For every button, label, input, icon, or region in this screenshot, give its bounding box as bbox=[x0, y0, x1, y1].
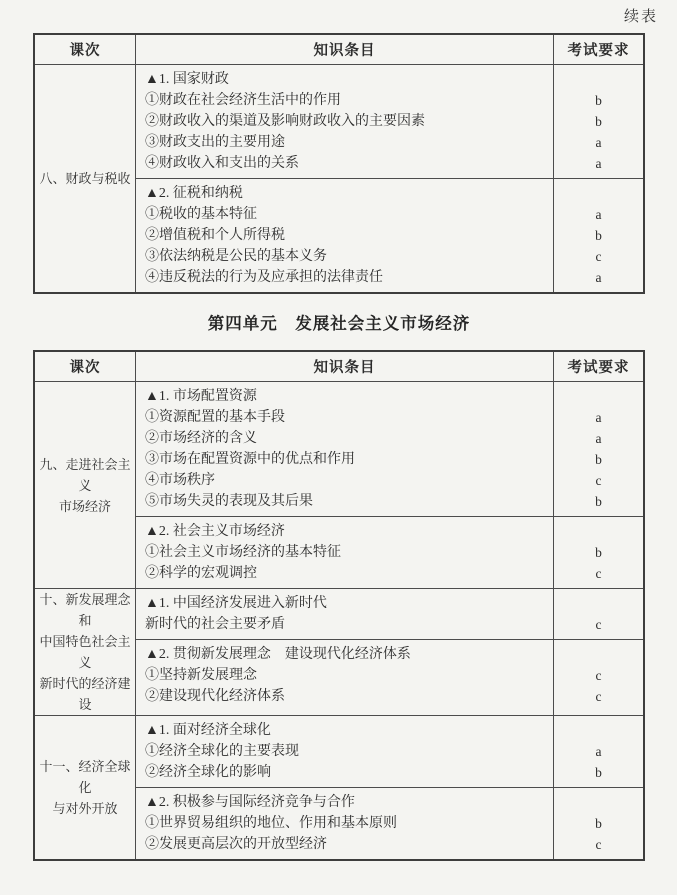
lesson-row-8 bbox=[35, 65, 643, 292]
requirement-level bbox=[554, 183, 643, 204]
knowledge-item bbox=[135, 153, 643, 174]
lesson-row-11 bbox=[35, 716, 643, 859]
block-title-row bbox=[135, 69, 643, 90]
block-title-row bbox=[135, 593, 643, 614]
requirement-level bbox=[554, 593, 643, 614]
requirement-level: b bbox=[595, 816, 602, 831]
knowledge-item-text: ②财政收入的渠道及影响财政收入的主要因素 bbox=[145, 114, 425, 129]
requirement-level: a bbox=[595, 156, 602, 171]
block-title: ▲2. 社会主义市场经济 bbox=[145, 524, 285, 539]
lesson-title-line: 新时代的经济建设 bbox=[39, 676, 131, 712]
requirement-level: a bbox=[595, 135, 602, 150]
requirement-level: b bbox=[595, 228, 602, 243]
knowledge-block-1 bbox=[135, 65, 643, 179]
block-title-row bbox=[135, 386, 643, 407]
requirement-level: c bbox=[595, 617, 602, 632]
knowledge-item bbox=[135, 762, 643, 783]
lesson-row-9 bbox=[35, 382, 643, 589]
requirement-level bbox=[554, 386, 643, 407]
knowledge-blocks bbox=[135, 716, 643, 859]
requirement-level: c bbox=[595, 668, 602, 683]
exam-requirements-table-continued bbox=[33, 33, 645, 294]
knowledge-block-1 bbox=[135, 382, 643, 517]
knowledge-item-text: ①税收的基本特征 bbox=[145, 207, 257, 222]
lesson-title bbox=[35, 382, 135, 588]
knowledge-block-2 bbox=[135, 640, 643, 711]
block-title-row bbox=[135, 183, 643, 204]
knowledge-item-text: ④财政收入和支出的关系 bbox=[145, 156, 299, 171]
lesson-title-line: 九、走进社会主义 bbox=[39, 456, 131, 493]
requirement-level: c bbox=[595, 249, 602, 264]
lesson-row-10 bbox=[35, 589, 643, 716]
continued-table-label: 续表 bbox=[623, 9, 658, 25]
knowledge-item-text: ②科学的宏观调控 bbox=[145, 566, 257, 581]
requirement-level bbox=[554, 69, 643, 90]
knowledge-item-text: ③市场在配置资源中的优点和作用 bbox=[145, 452, 355, 467]
column-header-requirement: 考试要求 bbox=[567, 360, 630, 376]
knowledge-block-2 bbox=[135, 517, 643, 588]
knowledge-item bbox=[135, 132, 643, 153]
exam-requirements-table-unit4 bbox=[33, 350, 645, 861]
knowledge-item bbox=[135, 246, 643, 267]
requirement-level: b bbox=[595, 452, 602, 467]
requirement-level: c bbox=[595, 566, 602, 581]
knowledge-item-text: ①资源配置的基本手段 bbox=[145, 410, 285, 425]
block-title: ▲1. 中国经济发展进入新时代 bbox=[145, 596, 327, 611]
lesson-title-line: 十、新发展理念和 bbox=[39, 592, 131, 628]
requirement-level bbox=[554, 792, 643, 813]
block-title-row bbox=[135, 792, 643, 813]
knowledge-item bbox=[135, 449, 643, 470]
knowledge-item-text: ③财政支出的主要用途 bbox=[145, 135, 285, 150]
knowledge-block-2 bbox=[135, 179, 643, 292]
table-header-row bbox=[35, 35, 643, 65]
knowledge-item-text: ①坚持新发展理念 bbox=[145, 668, 257, 683]
lesson-title-line: 中国特色社会主义 bbox=[39, 634, 131, 670]
requirement-level: a bbox=[595, 744, 602, 759]
unit-heading: 第四单元 发展社会主义市场经济 bbox=[207, 314, 471, 333]
block-title: ▲2. 贯彻新发展理念 建设现代化经济体系 bbox=[145, 647, 411, 662]
table-header-row bbox=[35, 352, 643, 382]
knowledge-item bbox=[135, 267, 643, 288]
knowledge-item-text: ①世界贸易组织的地位、作用和基本原则 bbox=[145, 816, 397, 831]
requirement-level: c bbox=[595, 473, 602, 488]
lesson-title-line: 与对外开放 bbox=[52, 801, 118, 816]
knowledge-item-text: ④市场秩序 bbox=[145, 473, 215, 488]
knowledge-item bbox=[135, 90, 643, 111]
lesson-title-line: 八、财政与税收 bbox=[39, 171, 131, 186]
requirement-level bbox=[554, 644, 643, 665]
knowledge-item-text: ②市场经济的含义 bbox=[145, 431, 257, 446]
block-title-row bbox=[135, 521, 643, 542]
lesson-title-line: 市场经济 bbox=[58, 498, 111, 514]
requirement-level: b bbox=[595, 765, 602, 780]
knowledge-item bbox=[135, 741, 643, 762]
knowledge-item-text: 新时代的社会主要矛盾 bbox=[145, 617, 285, 632]
knowledge-item-text: ⑤市场失灵的表现及其后果 bbox=[145, 494, 313, 509]
lesson-title bbox=[35, 65, 135, 292]
block-title: ▲2. 征税和纳税 bbox=[145, 186, 243, 201]
knowledge-item bbox=[135, 542, 643, 563]
column-divider bbox=[135, 352, 136, 859]
block-title: ▲1. 国家财政 bbox=[145, 72, 229, 87]
knowledge-item bbox=[135, 686, 643, 707]
knowledge-item bbox=[135, 428, 643, 449]
knowledge-item-text: ④违反税法的行为及应承担的法律责任 bbox=[145, 270, 383, 285]
knowledge-item-text: ②经济全球化的影响 bbox=[145, 765, 271, 780]
column-divider bbox=[553, 352, 554, 859]
block-title-row bbox=[135, 644, 643, 665]
requirement-level: a bbox=[595, 431, 602, 446]
knowledge-item bbox=[135, 470, 643, 491]
knowledge-item bbox=[135, 563, 643, 584]
block-title: ▲1. 面对经济全球化 bbox=[145, 723, 271, 738]
column-header-lesson: 课次 bbox=[69, 43, 101, 59]
knowledge-blocks bbox=[135, 382, 643, 588]
knowledge-item-text: ②发展更高层次的开放型经济 bbox=[145, 837, 327, 852]
knowledge-item bbox=[135, 204, 643, 225]
requirement-level: b bbox=[595, 114, 602, 129]
requirement-level: a bbox=[595, 410, 602, 425]
knowledge-blocks bbox=[135, 589, 643, 715]
knowledge-item bbox=[135, 225, 643, 246]
knowledge-block-1 bbox=[135, 716, 643, 788]
knowledge-block-2 bbox=[135, 788, 643, 859]
column-divider bbox=[135, 35, 136, 292]
knowledge-item-text: ①经济全球化的主要表现 bbox=[145, 744, 299, 759]
column-header-lesson: 课次 bbox=[69, 360, 101, 376]
knowledge-item bbox=[135, 111, 643, 132]
knowledge-item-text: ②建设现代化经济体系 bbox=[145, 689, 285, 704]
column-header-knowledge: 知识条目 bbox=[313, 43, 376, 59]
requirement-level: b bbox=[595, 545, 602, 560]
requirement-level: a bbox=[595, 207, 602, 222]
requirement-level: a bbox=[595, 270, 602, 285]
knowledge-item-text: ①财政在社会经济生活中的作用 bbox=[145, 93, 341, 108]
knowledge-item-text: ③依法纳税是公民的基本义务 bbox=[145, 249, 327, 264]
knowledge-item bbox=[135, 407, 643, 428]
knowledge-blocks bbox=[135, 65, 643, 292]
requirement-level bbox=[554, 720, 643, 741]
knowledge-item-text: ②增值税和个人所得税 bbox=[145, 228, 285, 243]
knowledge-item bbox=[135, 834, 643, 855]
lesson-title bbox=[35, 589, 135, 715]
knowledge-item bbox=[135, 665, 643, 686]
knowledge-block-1 bbox=[135, 589, 643, 640]
requirement-level: c bbox=[595, 837, 602, 852]
column-header-requirement: 考试要求 bbox=[567, 43, 630, 59]
requirement-level: c bbox=[595, 689, 602, 704]
column-divider bbox=[553, 35, 554, 292]
block-title-row bbox=[135, 720, 643, 741]
requirement-level bbox=[554, 521, 643, 542]
lesson-title-line: 十一、经济全球化 bbox=[39, 759, 131, 795]
requirement-level: b bbox=[595, 494, 602, 509]
block-title: ▲1. 市场配置资源 bbox=[145, 389, 257, 404]
column-header-knowledge: 知识条目 bbox=[313, 360, 376, 376]
knowledge-item bbox=[135, 491, 643, 512]
requirement-level: b bbox=[595, 93, 602, 108]
knowledge-item-text: ①社会主义市场经济的基本特征 bbox=[145, 545, 341, 560]
knowledge-item bbox=[135, 614, 643, 635]
lesson-title bbox=[35, 716, 135, 859]
knowledge-item bbox=[135, 813, 643, 834]
block-title: ▲2. 积极参与国际经济竞争与合作 bbox=[145, 795, 355, 810]
